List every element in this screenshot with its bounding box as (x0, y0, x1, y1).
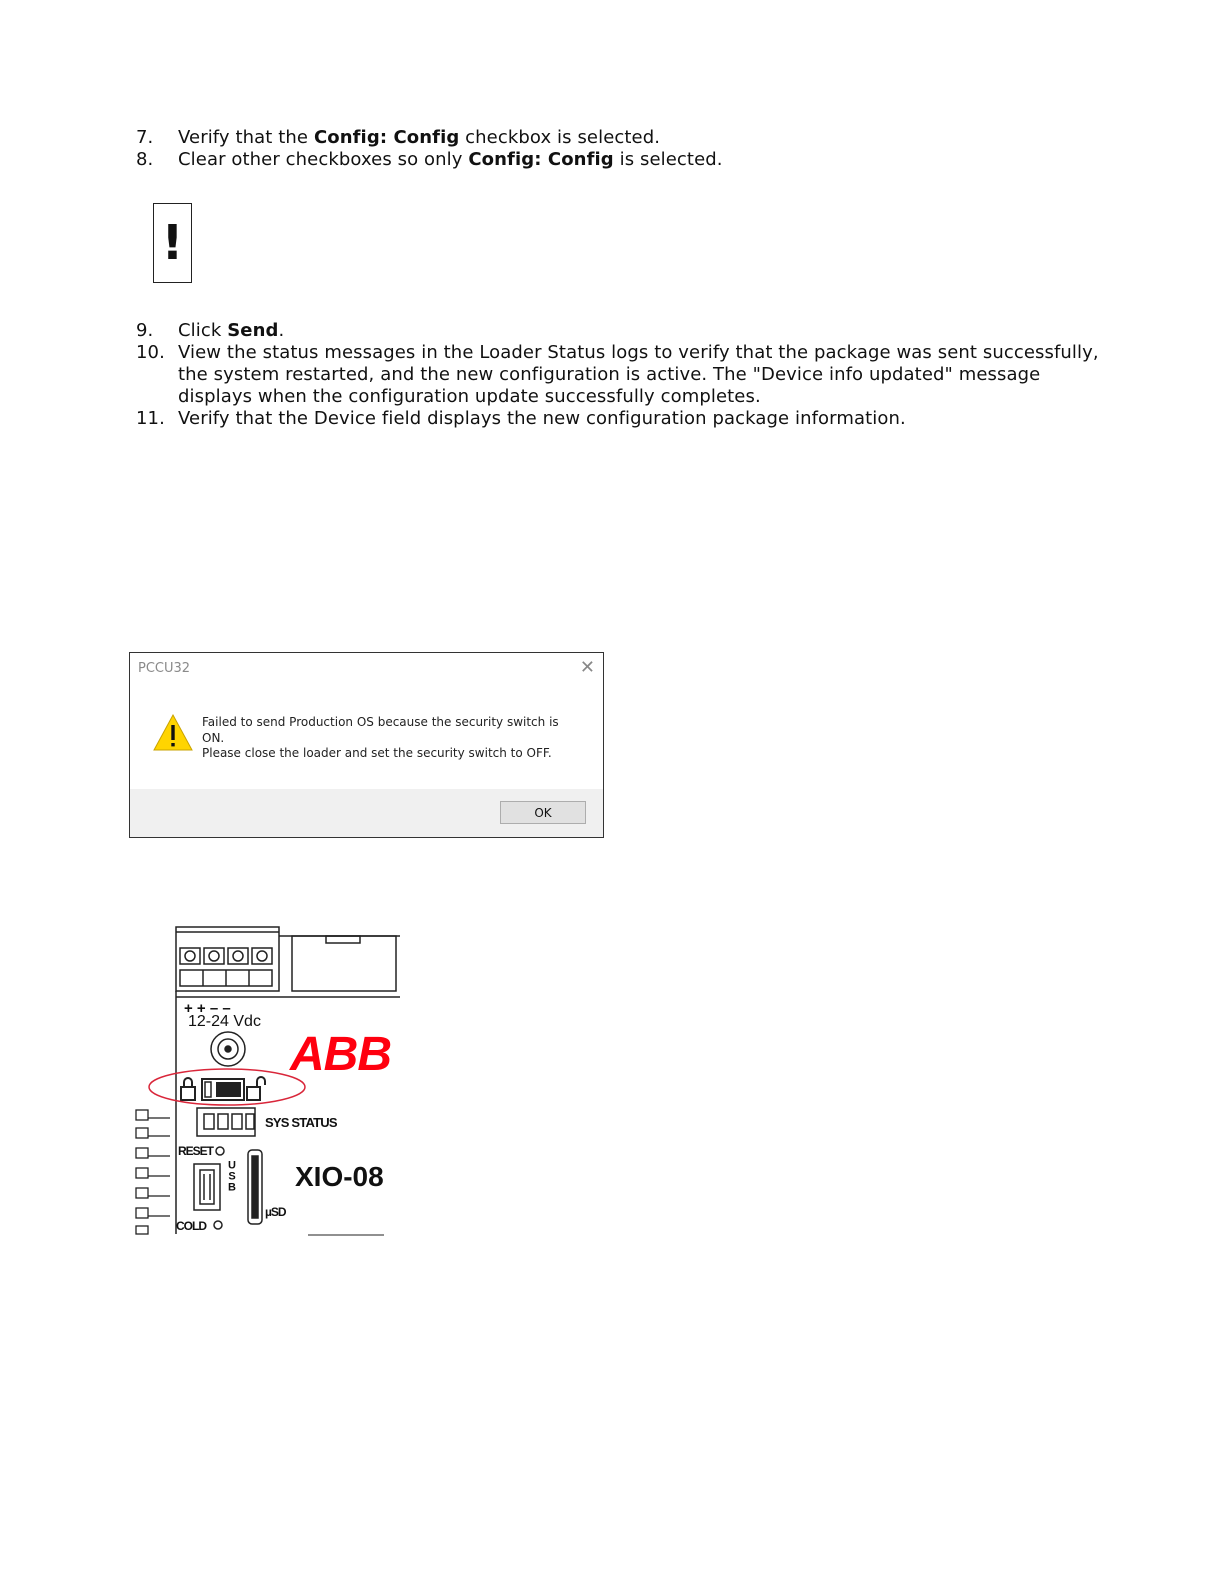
dialog-footer (130, 789, 603, 837)
microsd-slot-icon (248, 1150, 262, 1224)
step-7-bold: Config: Config (313, 127, 460, 148)
warning-icon (153, 714, 193, 756)
sys-status-label: SYS STATUS (265, 1115, 337, 1130)
lock-open-icon (247, 1077, 265, 1100)
usd-label: µSD (265, 1205, 286, 1219)
sys-status-leds (197, 1108, 255, 1136)
abb-logo: ABB (290, 1028, 391, 1081)
caution-note-icon: ! (153, 203, 192, 283)
pccu32-error-dialog (129, 652, 604, 838)
dialog-message-line2: Please close the loader and set the security switch to OFF. (202, 746, 552, 760)
lock-closed-icon (181, 1078, 195, 1100)
xio-08-device-diagram (132, 922, 404, 1238)
reset-label: RESET (178, 1144, 214, 1158)
dialog-message (202, 715, 582, 762)
power-polarity-label: + + – – (184, 1000, 231, 1017)
voltage-label: 12-24 Vdc (188, 1013, 261, 1030)
step-9-post: . (278, 320, 285, 341)
step-8-pre: Clear other checkboxes so only (178, 149, 469, 170)
usb-port-icon (194, 1164, 220, 1210)
step-7-post: checkbox is selected. (459, 127, 661, 148)
model-label: XIO-08 (295, 1161, 384, 1192)
step-8-bold: Config: Config (468, 149, 614, 170)
step-8: 8. Clear other checkboxes so only Config: Config is selected. (136, 149, 723, 170)
step-11: 11. Verify that the Device field displays the new configuration package information. (136, 408, 1116, 430)
cold-label: COLD (176, 1219, 206, 1233)
steps-list-b (136, 320, 1116, 430)
terminal-block (176, 927, 400, 991)
cold-button[interactable] (214, 1221, 222, 1229)
terminal-screws (180, 948, 272, 986)
steps-list-a (136, 127, 1116, 171)
step-9-pre: Click (178, 320, 228, 341)
reset-button[interactable] (216, 1147, 224, 1155)
step-7-pre: Verify that the (178, 127, 314, 148)
security-switch[interactable] (181, 1077, 265, 1100)
step-10: 10. View the status messages in the Loader Status logs to verify that the package was sent successfully, the system restarted, and the new configuration is active. The "Device info updated" message displays when the configuration update successfully completes. (136, 342, 1116, 408)
step-10-text: View the status messages in the Loader Status logs to verify that the package was sent successfully, the system restarted, and the new configuration is active. The "Device info updated" message displays when the configuration update successfully completes. (178, 342, 1099, 407)
close-icon[interactable]: ✕ (579, 657, 595, 678)
step-7: 7. Verify that the Config: Config checkbox is selected. (136, 127, 661, 148)
dialog-message-line1: Failed to send Production OS because the security switch is ON. (202, 715, 559, 745)
dialog-title: PCCU32 (138, 661, 191, 676)
step-8-post: is selected. (613, 149, 723, 170)
step-9-bold: Send (227, 320, 279, 341)
power-jack-icon (211, 1032, 245, 1066)
side-connector (136, 1110, 170, 1234)
step-9: 9. Click Send. (136, 320, 285, 341)
usb-label: USB (226, 1159, 238, 1193)
step-11-text: Verify that the Device field displays the new configuration package information. (178, 408, 906, 429)
ok-button[interactable]: OK (500, 801, 586, 824)
